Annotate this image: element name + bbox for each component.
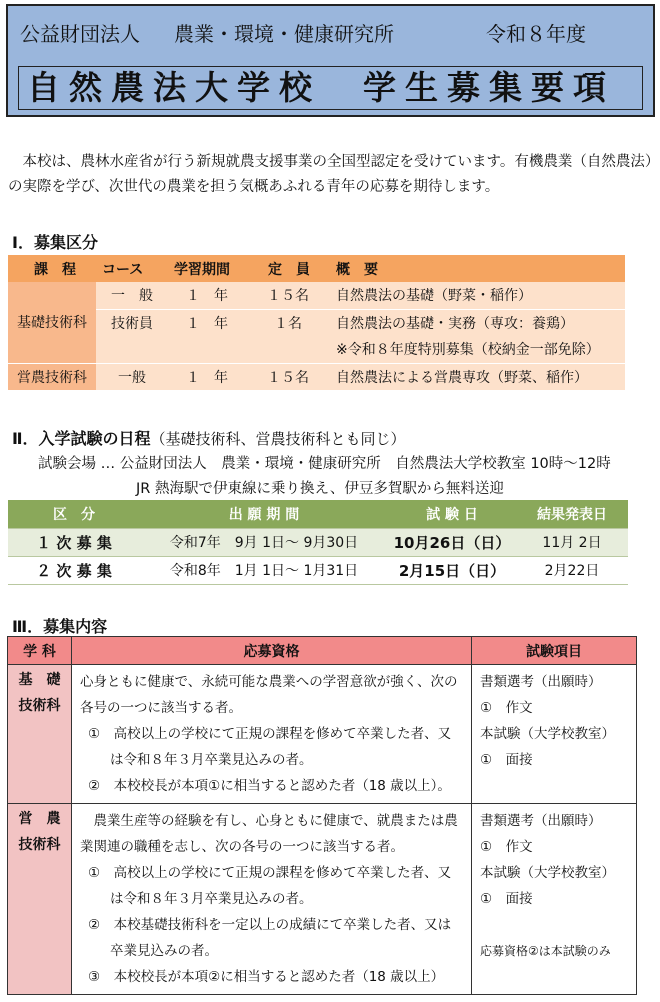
eligibility-item: ① 高校以上の学校にて正規の課程を修めて卒業した者、又は令和８年３月卒業見込みの者。 [88, 865, 452, 907]
table-row [8, 556, 628, 584]
exam-location: 試験会場 … 公益財団法人 農業・環境・健康研究所 自然農法大学校教室 10時～12時 [38, 456, 611, 472]
section-heading-2-sub: （基礎技術科、営農技術科とも同じ） [150, 430, 406, 448]
column-header: 試験項目 [472, 637, 637, 665]
exam-item: 書類選考（出願時） [480, 674, 602, 690]
course-type: 技術員 [96, 309, 168, 336]
column-header: 定 員 [246, 255, 330, 282]
table-header-row [8, 500, 628, 528]
result-date: 11月 2日 [516, 528, 628, 556]
table-row [8, 528, 628, 556]
org-type: 公益財団法人 [20, 22, 140, 46]
table-row [8, 336, 625, 363]
exam-item: 本試験（大学校教室） [480, 865, 615, 881]
organization-line [20, 18, 586, 47]
page-title: 自然農法大学校 学生募集要項 [18, 66, 643, 110]
org-name: 農業・環境・健康研究所 [174, 22, 394, 46]
subject-cell [8, 804, 72, 995]
table-row [8, 665, 637, 804]
academic-year: 令和８年度 [486, 22, 586, 46]
exam-items-cell [472, 804, 637, 995]
exam-note: 応募資格②は本試験のみ [480, 944, 611, 958]
eligibility-lead: 心身ともに健康で、永続可能な農業への学習意欲が強く、次の各号の一つに該当する者。 [80, 674, 458, 716]
column-header: 区 分 [8, 500, 140, 528]
subject-line-1: 基 礎 [18, 672, 61, 688]
column-header: 応募資格 [72, 637, 472, 665]
eligibility-item: ① 高校以上の学校にて正規の課程を修めて卒業した者、又は令和８年３月卒業見込みの者。 [88, 726, 452, 768]
section-heading-2-text: Ⅱ．入学試験の日程 [12, 429, 151, 448]
exam-schedule-table [8, 500, 628, 585]
column-header: 結果発表日 [516, 500, 628, 528]
section-heading-2 [12, 426, 406, 449]
capacity: １名 [246, 309, 330, 336]
study-period: １ 年 [168, 282, 246, 309]
exam-item: ① 作文 [480, 700, 533, 716]
eligibility-cell [72, 804, 472, 995]
table-header-row [8, 255, 625, 282]
table-row [8, 282, 625, 309]
subject-cell [8, 665, 72, 804]
study-period: １ 年 [168, 309, 246, 336]
exam-date: 10月26日（日） [388, 528, 516, 556]
application-period: 令和8年 1月 1日～ 1月31日 [140, 556, 388, 584]
course-cell: 基礎技術科 [8, 282, 96, 363]
exam-item: ① 面接 [480, 891, 533, 907]
application-period: 令和7年 9月 1日～ 9月30日 [140, 528, 388, 556]
subject-line-2: 技術科 [18, 837, 61, 853]
section-heading-3: Ⅲ．募集内容 [12, 617, 108, 636]
summary: 自然農法による営農専攻（野菜、稲作） [330, 363, 625, 390]
table-header-row [8, 637, 637, 665]
exam-access: JR 熱海駅で伊東線に乗り換え、伊豆多賀駅から無料送迎 [136, 481, 504, 497]
eligibility-cell [72, 665, 472, 804]
eligibility-item: ③ 本校校長が本項②に相当すると認めた者（18 歳以上） [88, 969, 445, 985]
summary: 自然農法の基礎（野菜・稲作） [330, 282, 625, 309]
column-header: 課 程 [8, 255, 96, 282]
round-label: ２ 次 募 集 [8, 556, 140, 584]
enrollment-categories-table [8, 255, 625, 390]
exam-item: 本試験（大学校教室） [480, 726, 615, 742]
summary: 自然農法の基礎・実務（専攻：養鶏） [330, 309, 625, 336]
header-banner [6, 4, 655, 117]
eligibility-item: ② 本校校長が本項①に相当すると認めた者（18 歳以上）。 [88, 778, 451, 794]
exam-item: 書類選考（出願時） [480, 813, 602, 829]
course-type: 一 般 [96, 282, 168, 309]
eligibility-item: ② 本校基礎技術科を一定以上の成績にて卒業した者、又は卒業見込みの者。 [88, 917, 452, 959]
requirements-table [7, 636, 637, 995]
subject-line-2: 技術科 [18, 698, 61, 714]
table-row [8, 804, 637, 995]
subject-line-1: 営 農 [18, 811, 61, 827]
column-header: 学習期間 [168, 255, 246, 282]
exam-item: ① 面接 [480, 752, 533, 768]
section-heading-1: Ⅰ．募集区分 [12, 233, 98, 252]
exam-date: 2月15日（日） [388, 556, 516, 584]
exam-items-cell [472, 665, 637, 804]
study-period: １ 年 [168, 363, 246, 390]
special-note: ※令和８年度特別募集（校納金一部免除） [330, 336, 625, 363]
capacity: １５名 [246, 282, 330, 309]
table-row [8, 363, 625, 390]
result-date: 2月22日 [516, 556, 628, 584]
eligibility-lead: 農業生産等の経験を有し、心身ともに健康で、就農または農業関連の職種を志し、次の各号の一つに該当する者。 [80, 813, 458, 855]
column-header: 概 要 [330, 255, 625, 282]
column-header: コース [96, 255, 168, 282]
course-cell: 営農技術科 [8, 363, 96, 390]
course-type: 一般 [96, 363, 168, 390]
exam-item: ① 作文 [480, 839, 533, 855]
column-header: 学 科 [8, 637, 72, 665]
capacity: １５名 [246, 363, 330, 390]
column-header: 試 験 日 [388, 500, 516, 528]
intro-text: 本校は、農林水産省が行う新規就農支援事業の全国型認定を受けています。有機農業（自然農法）の実際を学び、次世代の農業を担う気概あふれる青年の応募を期待します。 [8, 154, 660, 195]
round-label: １ 次 募 集 [8, 528, 140, 556]
column-header: 出 願 期 間 [140, 500, 388, 528]
table-row [8, 309, 625, 336]
intro-paragraph [8, 150, 660, 200]
